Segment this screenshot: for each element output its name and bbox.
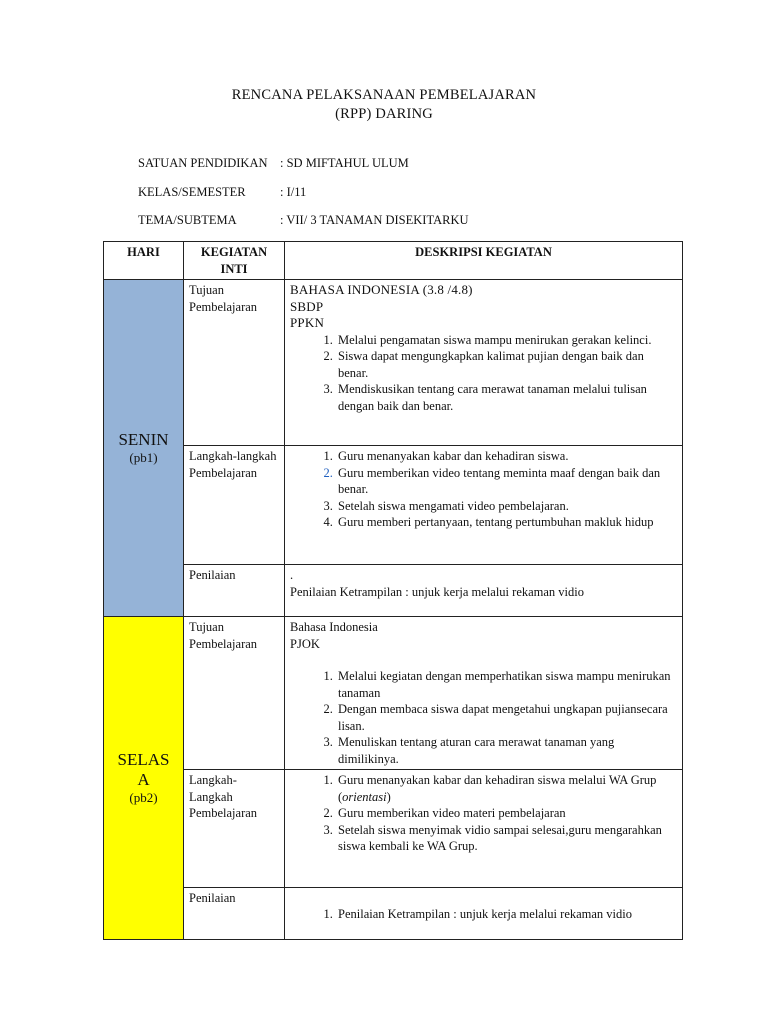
day-name-selasa-line2: A — [137, 769, 150, 789]
senin-tujuan-desc — [285, 280, 683, 446]
list-item: 3. Menuliskan tentang aturan cara merawat tanaman yang dimilikinya. — [336, 734, 677, 767]
list-item: 1. Melalui pengamatan siswa mampu menirukan gerakan kelinci. — [336, 332, 677, 349]
senin-subject-1: BAHASA INDONESIA (3.8 /4.8) — [290, 282, 473, 297]
selasa-tujuan-label: Tujuan Pembelajaran — [184, 617, 285, 770]
list-item: 3. Setelah siswa mengamati video pembelajaran. — [336, 498, 677, 515]
selasa-langkah-list — [290, 772, 677, 855]
langkah-text-end: ) — [386, 789, 391, 804]
list-item: 3. Mendiskusikan tentang cara merawat tanaman melalui tulisan dengan baik dan benar. — [336, 381, 677, 414]
list-item: 2. Dengan membaca siswa dapat mengetahui ungkapan pujiansecara lisan. — [336, 701, 677, 734]
selasa-tujuan-desc — [285, 617, 683, 770]
meta-satuan-value: : SD MIFTAHUL ULUM — [280, 156, 409, 170]
list-item: 4. Guru memberi pertanyaan, tentang pertumbuhan makluk hidup — [336, 514, 677, 531]
day-pb-senin: (pb1) — [129, 449, 158, 465]
rpp-table — [103, 241, 683, 940]
list-item: 3. Setelah siswa menyimak vidio sampai selesai,guru mengarahkan siswa kembali ke WA Grup. — [336, 822, 677, 855]
selasa-tujuan-list — [290, 668, 677, 767]
senin-tujuan-label: Tujuan Pembelajaran — [184, 280, 285, 446]
selasa-subject-2: PJOK — [290, 636, 320, 651]
document-title: RENCANA PELAKSANAAN PEMBELAJARAN — [231, 87, 537, 103]
table-header-row — [104, 242, 683, 280]
list-item: 2. Guru memberikan video tentang meminta maaf dengan baik dan benar. — [336, 465, 677, 498]
senin-tujuan-row — [104, 280, 683, 446]
list-item: 2. Guru memberikan video materi pembelajaran — [336, 805, 677, 822]
selasa-langkah-label: Langkah-Langkah Pembelajaran — [184, 770, 285, 888]
senin-penilaian-desc — [285, 565, 683, 617]
senin-langkah-list — [290, 448, 677, 531]
document-subtitle: (RPP) DARING — [335, 106, 433, 122]
senin-penilaian-dot: . — [290, 568, 294, 582]
selasa-penilaian-label: Penilaian — [184, 888, 285, 940]
list-item — [336, 772, 677, 805]
meta-kelas-value: : I/11 — [280, 185, 307, 199]
list-item: 1. Guru menanyakan kabar dan kehadiran siswa. — [336, 448, 677, 465]
senin-penilaian-row — [104, 565, 683, 617]
langkah-emphasis: orientasi — [342, 789, 387, 804]
header-hari: HARI — [104, 242, 184, 280]
meta-tema-value: : VII/ 3 TANAMAN DISEKITARKU — [280, 213, 469, 227]
day-name-selasa-line1: SELAS — [117, 749, 170, 769]
list-item: 1. Melalui kegiatan dengan memperhatikan siswa mampu menirukan tanaman — [336, 668, 677, 701]
senin-subject-3: PPKN — [290, 315, 325, 330]
langkah-text: Guru menanyakan kabar dan kehadiran siswa melalui WA Grup ( — [338, 773, 657, 804]
list-item: 1. Penilaian Ketrampilan : unjuk kerja melalui rekaman vidio — [336, 906, 677, 923]
header-kegiatan: KEGIATAN INTI — [184, 242, 285, 280]
selasa-penilaian-list — [290, 906, 677, 923]
meta-satuan-label: SATUAN PENDIDIKAN — [138, 156, 268, 170]
senin-langkah-label: Langkah-langkah Pembelajaran — [184, 446, 285, 565]
day-name-senin: SENIN — [118, 429, 169, 449]
day-cell-selasa — [104, 617, 184, 940]
selasa-tujuan-row — [104, 617, 683, 770]
selasa-subject-1: Bahasa Indonesia — [290, 620, 378, 634]
selasa-penilaian-row — [104, 888, 683, 940]
selasa-penilaian-desc — [285, 888, 683, 940]
meta-kelas-label: KELAS/SEMESTER — [138, 185, 246, 199]
selasa-langkah-desc — [285, 770, 683, 888]
list-item: 2. Siswa dapat mengungkapkan kalimat pujian dengan baik dan benar. — [336, 348, 677, 381]
selasa-langkah-row — [104, 770, 683, 888]
senin-tujuan-list — [290, 332, 677, 415]
day-pb-selasa: (pb2) — [129, 789, 158, 805]
day-cell-senin — [104, 280, 184, 617]
senin-penilaian-text: Penilaian Ketrampilan : unjuk kerja melalui rekaman vidio — [290, 584, 585, 599]
senin-penilaian-label: Penilaian — [184, 565, 285, 617]
header-deskripsi: DESKRIPSI KEGIATAN — [285, 242, 683, 280]
meta-tema-label: TEMA/SUBTEMA — [138, 213, 237, 227]
senin-langkah-desc — [285, 446, 683, 565]
senin-subject-2: SBDP — [290, 298, 324, 314]
senin-langkah-row — [104, 446, 683, 565]
